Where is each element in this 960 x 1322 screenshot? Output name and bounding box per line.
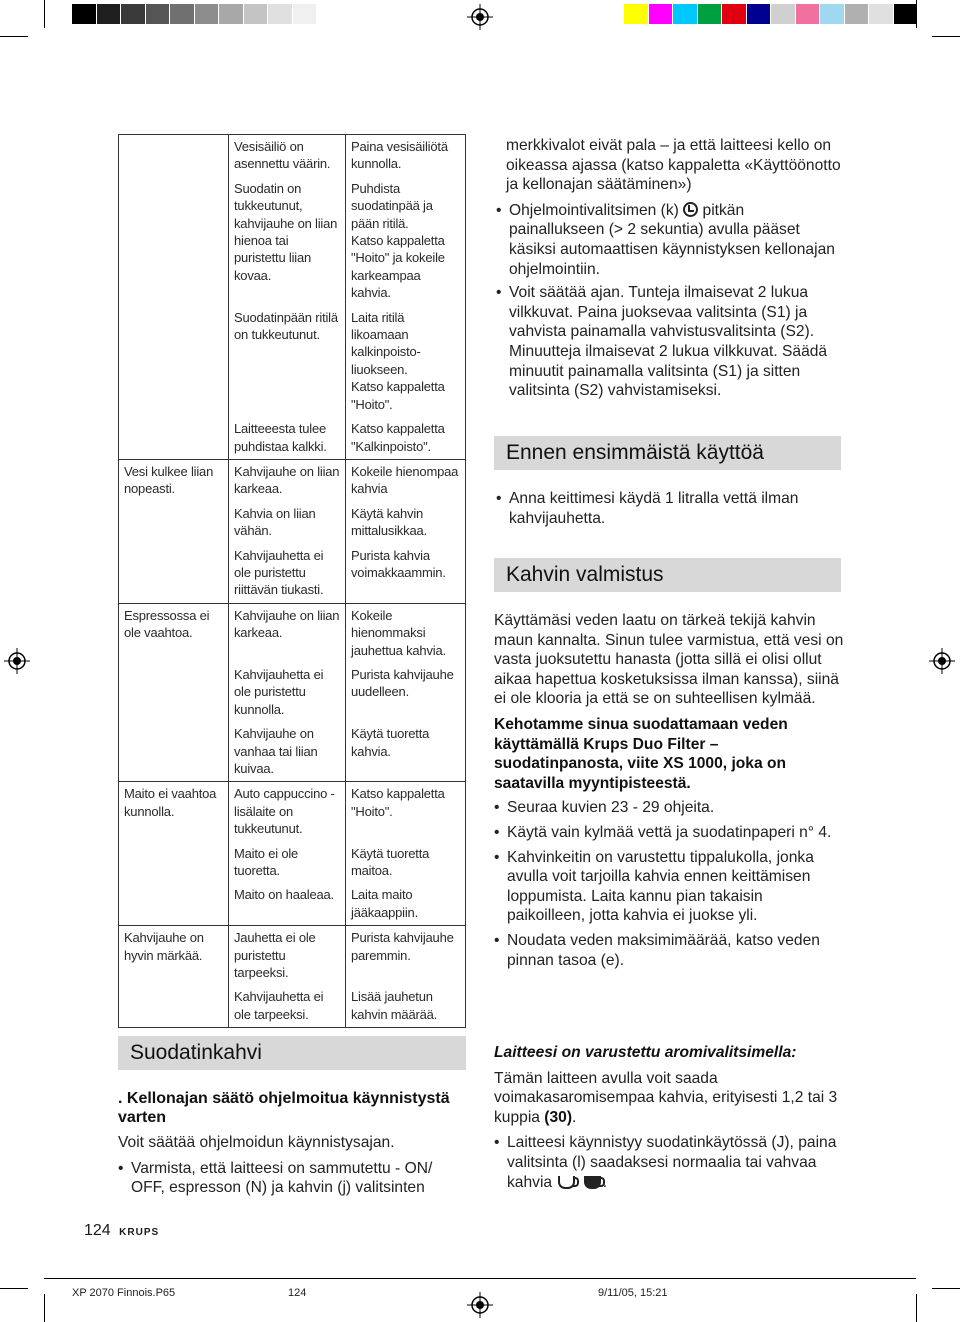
right-column [506, 136, 846, 401]
color-swatch [624, 4, 649, 24]
symptom-cell [119, 782, 229, 926]
remedy-text: Katso kappaletta "Kalkinpoisto". [351, 421, 445, 454]
remedy-cell [346, 417, 466, 459]
remedy-cell [346, 722, 466, 782]
color-swatch [747, 4, 772, 24]
symptom-text: Vesi kulkee liian nopeasti. [124, 463, 214, 497]
remedy-cell [346, 306, 466, 417]
page-number-area [84, 1222, 159, 1240]
color-swatch [698, 4, 723, 24]
color-swatch [268, 4, 293, 24]
cause-cell [229, 603, 346, 663]
bullet-item: • Seuraa kuvien 23 - 29 ohjeita. [494, 798, 844, 818]
cause-cell [229, 135, 346, 177]
color-swatch [894, 4, 919, 24]
remedy-text: Käytä tuoretta kahvia. [351, 726, 430, 759]
color-swatch [170, 4, 195, 24]
section-header-filter-coffee [118, 1036, 466, 1070]
paragraph: Voit säätää ohjelmoidun käynnistysajan. [118, 1134, 395, 1151]
remedy-cell [346, 883, 466, 925]
cause-text: Kahvijauhetta ei ole tarpeeksi. [234, 989, 324, 1022]
normal-coffee-cup-icon [558, 1176, 575, 1189]
remedy-cell [346, 985, 466, 1027]
cause-cell [229, 842, 346, 884]
remedy-text: Lisää jauhetun kahvin määrää. [351, 989, 438, 1022]
symptom-text: Espressossa ei ole vaahtoa. [124, 607, 210, 641]
cause-text: Maito on haaleaa. [234, 887, 334, 903]
remedy-text: Purista kahvia voimakkaammin. [351, 547, 446, 580]
bullet-item: • Käytä vain kylmää vettä ja suodatinpaperi n° 4. [494, 823, 844, 843]
symptom-cell [119, 459, 229, 603]
table-row [119, 603, 466, 663]
remedy-cell [346, 502, 466, 544]
color-swatch [673, 4, 698, 24]
cause-cell [229, 177, 346, 306]
section-header-text: Ennen ensimmäistä käyttöä [506, 441, 764, 464]
figure-reference: (30) [544, 1108, 573, 1126]
bullet-text: Laitteesi käynnistyy suodatinkäytössä (J), paina valitsinta (l) saadaksesi normaalia tai vahvaa kahvia [507, 1134, 837, 1191]
aroma-text: Tämän laitteen avulla voit saada voimakasaromisempaa kahvia, erityisesti 1,2 tai 3 kuppia [494, 1069, 838, 1126]
remedy-cell [346, 603, 466, 663]
troubleshooting-table [118, 134, 466, 1028]
slug-file-name: XP 2070 Finnois.P65 [72, 1287, 176, 1299]
cause-cell [229, 926, 346, 986]
crop-mark [916, 1294, 917, 1322]
section-header-text: Suodatinkahvi [130, 1041, 262, 1064]
crop-mark [932, 36, 960, 37]
color-swatch [796, 4, 821, 24]
color-swatch [820, 4, 845, 24]
bullet-text: Ohjelmointivalitsimen (k) [509, 201, 679, 219]
color-swatch [293, 4, 318, 24]
table-row [119, 459, 466, 501]
crop-mark [932, 1288, 960, 1289]
remedy-cell [346, 135, 466, 177]
cause-text: Kahvijauhe on vanhaa tai liian kuivaa. [234, 726, 318, 776]
cause-cell [229, 782, 346, 842]
registration-mark-bottom-icon [467, 1292, 493, 1318]
crop-mark [44, 1294, 45, 1322]
crop-mark [44, 0, 45, 28]
remedy-text: Laita maito jääkaappiin. [351, 887, 418, 920]
aroma-text: . [572, 1108, 577, 1126]
color-swatch [771, 4, 796, 24]
cause-text: Vesisäiliö on asennettu väärin. [234, 139, 331, 172]
cause-text: Auto cappuccino -lisälaite on tukkeutunut. [234, 786, 335, 837]
crop-mark [0, 36, 28, 37]
crop-mark [916, 0, 917, 28]
bullet-item: • Varmista, että laitteesi on sammutettu - ON/ OFF, espresson (N) ja kahvin (j) valitsinten [118, 1159, 468, 1198]
cause-cell [229, 722, 346, 782]
remedy-cell [346, 926, 466, 986]
section-header-first-use [494, 436, 841, 470]
page-number: 124 [84, 1222, 111, 1239]
cause-text: Kahvijauhetta ei ole puristettu kunnolla. [234, 666, 324, 717]
bullet-item: • Noudata veden maksimimäärää, katso veden pinnan tasoa (e). [494, 931, 844, 970]
color-swatch [649, 4, 674, 24]
bullet-item: • Laitteesi käynnistyy suodatinkäytössä (J), paina valitsinta (l) saadaksesi normaalia tai vahvaa kahvia . [494, 1133, 839, 1192]
cause-cell [229, 417, 346, 459]
remedy-cell [346, 459, 466, 501]
cause-cell [229, 985, 346, 1027]
remedy-cell [346, 663, 466, 722]
cause-text: Kahvijauhetta ei ole puristettu riittävän tiukasti. [234, 547, 324, 598]
bullet-item [496, 201, 836, 279]
bullet-item: • Kahvinkeitin on varustettu tippalukolla, jonka avulla voit tarjoilla kahvia ennen keittämisen loppumista. Laita kannu pian takaisin paikoilleen, jotta kahvia ei juokse yli. [494, 848, 844, 926]
slug-date: 9/11/05, 15:21 [598, 1287, 668, 1299]
cause-text: Kahvijauhe on liian karkeaa. [234, 463, 340, 497]
filter-recommendation: Kehotamme sinua suodattamaan veden käyttämällä Krups Duo Filter –suodatinpanosta, viite XS 1000, joka on saatavilla myyntipisteestä. [494, 715, 788, 792]
cause-cell [229, 459, 346, 501]
aroma-title: Laitteesi on varustettu aromivalitsimella: [494, 1044, 797, 1061]
water-quality-paragraph: Käyttämäsi veden laatu on tärkeä tekijä kahvin maun kannalta. Sinun tulee varmistua, että vesi on vasta juoksutettu hanasta (jotta sillä ei olisi ollut aikaa hapettua kosketuksissa ilman kanssa), siinä ei ole klooria ja että se on suhteellisen kylmää. [494, 612, 844, 708]
symptom-text [119, 135, 228, 142]
cause-text: Suodatinpään ritilä on tukkeutunut. [234, 309, 338, 343]
remedy-text: Kokeile hienompaa kahvia [351, 463, 459, 497]
remedy-text: Paina vesisäiliötä kunnolla. [351, 139, 448, 172]
remedy-cell [346, 782, 466, 842]
symptom-cell [119, 926, 229, 1028]
color-swatch [72, 4, 97, 24]
cmyk-color-bar [624, 4, 918, 24]
cause-text: Maito ei ole tuoretta. [234, 845, 299, 879]
remedy-text: Laita ritilä likoamaan kalkinpoisto-liuokseen. Katso kappaletta "Hoito". [351, 309, 445, 412]
section-header-text: Kahvin valmistus [506, 563, 664, 586]
color-swatch [219, 4, 244, 24]
bullet-item: • Voit säätää ajan. Tunteja ilmaisevat 2 lukua vilkkuvat. Paina juoksevaa valitsinta (S1) ja vahvista painamalla vahvistusvalitsinta (S2). Minuutteja ilmaisevat 2 lukua vilkkuvat. Säädä minuutit painamalla valitsinta (S1) ja sitten valitsinta (S2) vahvistamiseksi. [496, 283, 836, 401]
brand-name: KRUPS [119, 1227, 160, 1238]
left-bottom-text [118, 1089, 468, 1198]
symptom-text: Maito ei vaahtoa kunnolla. [124, 786, 217, 819]
registration-mark-left-icon [4, 648, 30, 674]
grayscale-color-bar [72, 4, 317, 24]
color-swatch [244, 4, 269, 24]
cause-cell [229, 544, 346, 604]
remedy-cell [346, 544, 466, 604]
cause-cell [229, 306, 346, 417]
color-swatch [845, 4, 870, 24]
bullet-text: pitkän painallukseen (> 2 sekuntia) avulla pääset käsiksi automaattisen käynnistyksen kellonajan ohjelmointiin. [509, 201, 835, 278]
instruction-list [494, 798, 844, 970]
remedy-cell [346, 842, 466, 884]
cause-text: Suodatin on tukkeutunut, kahvijauhe on liian hienoa tai puristettu liian kovaa. [234, 180, 338, 283]
remedy-cell [346, 177, 466, 306]
crop-mark [0, 1288, 28, 1289]
strong-coffee-cup-icon [584, 1176, 601, 1189]
cause-text: Laitteeesta tulee puhdistaa kalkki. [234, 421, 327, 454]
color-swatch [146, 4, 171, 24]
registration-mark-top-icon [467, 4, 493, 30]
remedy-text: Puhdista suodatinpää ja pään ritilä. Katso kappaletta "Hoito" ja kokeile karkeampaa kahvia. [351, 180, 445, 301]
color-swatch [722, 4, 747, 24]
remedy-text: Käytä tuoretta maitoa. [351, 845, 430, 879]
remedy-text: Purista kahvijauhe paremmin. [351, 930, 454, 963]
remedy-text: Kokeile hienommaksi jauhettua kahvia. [351, 607, 446, 658]
clock-icon [683, 202, 698, 217]
cause-text: Kahvia on liian vähän. [234, 505, 316, 539]
remedy-text: Katso kappaletta "Hoito". [351, 786, 445, 819]
table-row [119, 135, 466, 177]
color-swatch [195, 4, 220, 24]
aroma-section [494, 1043, 839, 1192]
coffee-making-text [494, 611, 844, 970]
slug-line [44, 1278, 916, 1279]
remedy-text: Käytä kahvin mittalusikkaa. [351, 505, 427, 539]
aroma-paragraph [494, 1069, 839, 1128]
intro-paragraph: merkkivalot eivät pala – ja että laitteesi kello on oikeassa ajassa (katso kappaletta «Käyttöönotto ja kellonajan säätäminen») [506, 137, 841, 194]
first-use-text [496, 489, 836, 528]
symptom-cell [119, 603, 229, 782]
cause-text: Kahvijauhe on liian karkeaa. [234, 607, 340, 641]
slug-page-number: 124 [288, 1287, 307, 1299]
subheading: . Kellonajan säätö ohjelmoitua käynnistystä varten [118, 1090, 450, 1126]
cause-cell [229, 502, 346, 544]
cause-text: Jauhetta ei ole puristettu tarpeeksi. [234, 930, 316, 981]
cause-cell [229, 663, 346, 722]
table-row [119, 926, 466, 986]
registration-mark-right-icon [929, 648, 955, 674]
symptom-text: Kahvijauhe on hyvin märkää. [124, 930, 204, 963]
color-swatch [121, 4, 146, 24]
color-swatch [869, 4, 894, 24]
table-row [119, 782, 466, 842]
color-swatch [97, 4, 122, 24]
remedy-text: Purista kahvijauhe uudelleen. [351, 666, 454, 700]
section-header-coffee-making [494, 558, 841, 592]
cause-cell [229, 883, 346, 925]
symptom-cell [119, 135, 229, 460]
bullet-item: • Anna keittimesi käydä 1 litralla vettä ilman kahvijauhetta. [496, 489, 836, 528]
